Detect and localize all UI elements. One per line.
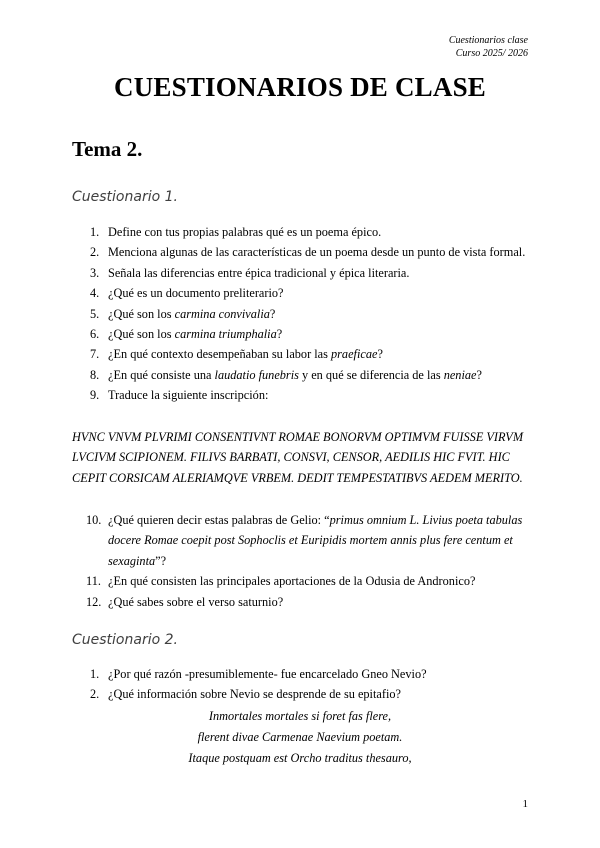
question-item bbox=[72, 344, 532, 364]
epitaph-poem bbox=[72, 706, 528, 769]
question-item bbox=[72, 385, 532, 405]
question-number: 5. bbox=[90, 306, 100, 321]
page-number: 1 bbox=[522, 798, 528, 810]
question-number: 2. bbox=[90, 687, 100, 702]
question-text: Menciona algunas de las características de un poema desde un punto de vista formal. bbox=[108, 245, 526, 260]
section-2-questions bbox=[72, 664, 532, 705]
question-number: 9. bbox=[90, 388, 100, 403]
header-course-year: Curso 2025/ 2026 bbox=[455, 48, 528, 59]
latin-term: carmina triumphalia bbox=[174, 327, 277, 342]
question-item bbox=[72, 365, 532, 385]
question-text: ¿Qué quieren decir estas palabras de Gelio: “ bbox=[108, 513, 330, 527]
running-header bbox=[449, 34, 528, 60]
question-item bbox=[72, 304, 532, 324]
question-text: ¿Qué son los bbox=[108, 306, 175, 321]
question-text-end: ? bbox=[269, 306, 276, 321]
question-number: 4. bbox=[90, 286, 100, 301]
question-text: ¿Qué son los bbox=[108, 327, 175, 342]
section-1-questions-continued bbox=[72, 510, 532, 612]
question-item bbox=[72, 684, 532, 704]
question-number: 1. bbox=[90, 225, 100, 239]
question-number: 7. bbox=[90, 347, 100, 362]
question-text: ¿Qué sabes sobre el verso saturnio? bbox=[108, 594, 284, 609]
question-text: ¿Qué es un documento preliterario? bbox=[108, 286, 284, 301]
question-item bbox=[72, 571, 532, 591]
question-item bbox=[72, 664, 532, 684]
question-item bbox=[72, 222, 532, 242]
question-text-end: ? bbox=[476, 367, 482, 382]
question-number: 6. bbox=[90, 327, 100, 342]
question-text: ¿Por qué razón -presumiblemente- fue encarcelado Gneo Nevio? bbox=[108, 667, 427, 681]
latin-quote: primus omnium L. Livius poeta tabulas docere Romae coepit post Sophoclis et Euripidis mortem annis plus fere centum et sexaginta bbox=[108, 513, 523, 568]
section-1-title: Cuestionario 1. bbox=[72, 189, 178, 205]
question-text-end: ? bbox=[377, 347, 383, 362]
question-text: ¿Qué información sobre Nevio se desprende de su epitafio? bbox=[108, 687, 401, 702]
question-item bbox=[72, 324, 532, 344]
poem-line: Inmortales mortales si foret fas flere, bbox=[208, 709, 392, 723]
question-text: ¿En qué contexto desempeñaban su labor las bbox=[108, 347, 331, 362]
question-item bbox=[72, 263, 532, 283]
latin-term: laudatio funebris bbox=[214, 367, 299, 382]
question-number: 11. bbox=[86, 574, 101, 589]
question-item bbox=[72, 510, 532, 571]
latin-term: carmina convivalia bbox=[174, 306, 270, 321]
poem-line: flerent divae Carmenae Naevium poetam. bbox=[197, 730, 403, 744]
topic-heading: Tema 2. bbox=[72, 137, 143, 161]
latin-term: neniae bbox=[443, 367, 477, 382]
question-item bbox=[72, 242, 532, 262]
question-number: 10. bbox=[86, 513, 102, 527]
question-text: Define con tus propias palabras qué es un poema épico. bbox=[108, 225, 382, 239]
document-title: CUESTIONARIOS DE CLASE bbox=[114, 72, 486, 102]
question-number: 12. bbox=[86, 594, 102, 609]
question-number: 1. bbox=[90, 667, 100, 681]
question-text-middle: y en qué se diferencia de las bbox=[298, 367, 444, 382]
section-2-title: Cuestionario 2. bbox=[72, 632, 178, 648]
question-number: 3. bbox=[90, 265, 100, 280]
question-item bbox=[72, 283, 532, 303]
question-number: 2. bbox=[90, 245, 100, 260]
question-text: Traduce la siguiente inscripción: bbox=[108, 388, 269, 403]
question-text-end: ”? bbox=[155, 553, 167, 568]
question-text: Señala las diferencias entre épica tradicional y épica literaria. bbox=[108, 265, 410, 280]
poem-line: Itaque postquam est Orcho traditus thesauro, bbox=[188, 751, 412, 765]
question-text: ¿En qué consiste una bbox=[108, 367, 215, 382]
question-text: ¿En qué consisten las principales aportaciones de la Odusia de Andronico? bbox=[108, 574, 476, 589]
header-course-title: Cuestionarios clase bbox=[448, 35, 528, 46]
section-1-questions bbox=[72, 222, 532, 406]
latin-inscription: HVNC VNVM PLVRIMI CONSENTIVNT ROMAE BONORVM OPTIMVM FUISSE VIRVM LVCIVM SCIPIONEM. FILIVS BARBATI, CONSVI, CENSOR, AEDILIS HIC FVIT. HIC CEPIT CORSICAM ALERIAMQVE VRBEM. DEDIT TEMPESTATIBVS AEDEM MERITO. bbox=[72, 430, 524, 485]
question-number: 8. bbox=[90, 367, 100, 382]
question-text-end: ? bbox=[276, 327, 283, 342]
latin-term: praeficae bbox=[330, 347, 378, 362]
question-item bbox=[72, 592, 532, 612]
